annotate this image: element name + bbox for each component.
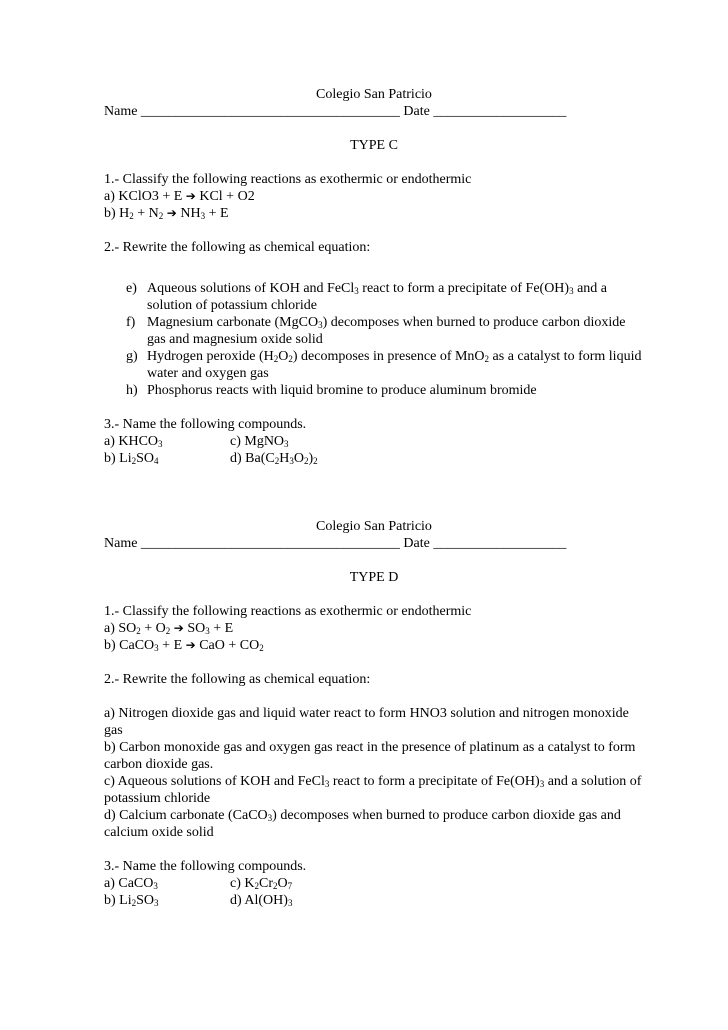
type-label: TYPE C <box>350 138 398 153</box>
question-1-b: b) $H_2 + N_2$ ➔ $NH_3 + E$ <box>104 206 229 221</box>
question-1-b: b) CaCO$_3$ + E ➔ CaO + $CO_2$ <box>104 638 264 653</box>
question-3-heading: 3.- Name the following compounds. <box>104 417 307 432</box>
name-date-line: Name _____________________________________ Date ___________________ <box>104 104 567 119</box>
list-item: g) Hydrogen peroxide $(H_2O_2)$ decomposes in presence of MnO$_2$ as a catalyst to form liquid water and oxygen gas <box>126 349 642 381</box>
question-2-heading: 2.- Rewrite the following as chemical equation: <box>104 240 371 255</box>
worksheet-type-d <box>104 518 644 909</box>
question-3-heading: 3.- Name the following compounds. <box>104 859 307 874</box>
worksheet-page <box>104 86 644 909</box>
school-name: Colegio San Patricio <box>316 519 432 534</box>
arrow-icon: ➔ <box>166 206 177 220</box>
arrow-icon: ➔ <box>173 621 184 635</box>
question-1-heading: 1.- Classify the following reactions as exothermic or endothermic <box>104 604 472 619</box>
question-2-list <box>104 280 644 399</box>
arrow-icon: ➔ <box>185 638 196 652</box>
arrow-icon: ➔ <box>185 189 196 203</box>
question-1-a: a) $SO_2 + O_2$ ➔ $SO_3 + E$ <box>104 621 234 636</box>
list-item: e) Aqueous solutions of KOH and FeCl$_3$ react to form a precipitate of $Fe(OH)_3$ and a solution of potassium chloride <box>126 281 608 313</box>
question-2-c: c) Aqueous solutions of KOH and FeCl$_3$ react to form a precipitate of $Fe(OH)_3$ and a solution of potassium chloride <box>104 774 642 806</box>
question-3-row-1: a) CaCO$_3$ c) $K_2Cr_2O_7$ <box>104 876 293 891</box>
list-item: f) Magnesium carbonate (MgCO$_3$) decomposes when burned to produce carbon dioxide gas and magnesium oxide solid <box>126 315 626 347</box>
question-1-a: a) KClO3 + E ➔ KCl + O2 <box>104 189 255 204</box>
question-2-a: a) Nitrogen dioxide gas and liquid water react to form HNO3 solution and nitrogen monoxide gas <box>104 706 629 738</box>
question-2-d: d) Calcium carbonate (CaCO$_3$) decomposes when burned to produce carbon dioxide gas and calcium oxide solid <box>104 808 621 840</box>
list-item: h) Phosphorus reacts with liquid bromine to produce aluminum bromide <box>126 383 537 398</box>
worksheet-type-c <box>104 86 644 467</box>
school-name: Colegio San Patricio <box>316 87 432 102</box>
question-1-heading: 1.- Classify the following reactions as exothermic or endothermic <box>104 172 472 187</box>
question-3-row-1: a) $KHCO_3$ c) MgNO$_3$ <box>104 434 289 449</box>
question-2-b: b) Carbon monoxide gas and oxygen gas react in the presence of platinum as a catalyst to form carbon dioxide gas. <box>104 740 636 772</box>
question-3-row-2: b) $Li_2SO_3$ d) $Al(OH)_3$ <box>104 893 293 908</box>
name-date-line: Name _____________________________________ Date ___________________ <box>104 536 567 551</box>
question-3-row-2: b) $Li_2SO_4$ d) $Ba(C_2H_3O_2)_2$ <box>104 451 318 466</box>
question-2-heading: 2.- Rewrite the following as chemical equation: <box>104 672 371 687</box>
type-label: TYPE D <box>349 570 399 585</box>
